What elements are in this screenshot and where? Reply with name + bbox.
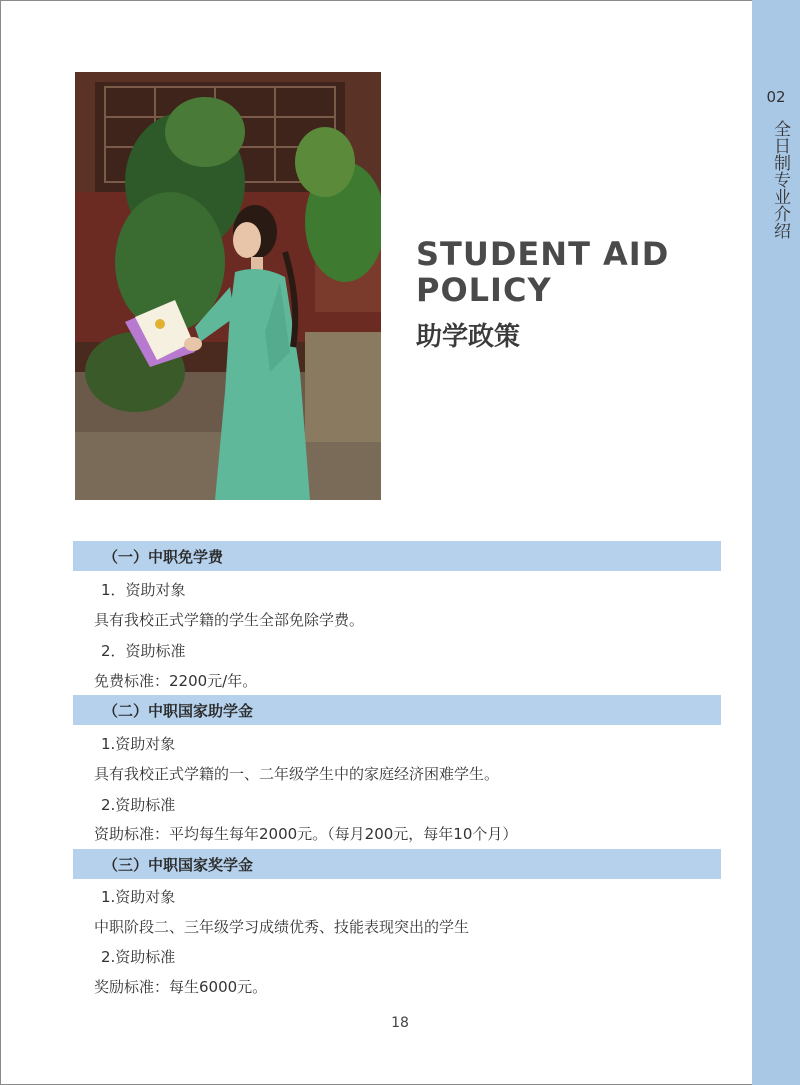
section-item: 2.资助标准 bbox=[101, 948, 176, 966]
chapter-number: 02 bbox=[766, 88, 786, 106]
title-english bbox=[416, 236, 669, 308]
title-chinese: 助学政策 bbox=[416, 322, 521, 352]
section-item: 免费标准：2200元/年。 bbox=[94, 672, 258, 690]
section-item: 具有我校正式学籍的学生全部免除学费。 bbox=[94, 611, 365, 629]
section-item: 1.资助对象 bbox=[101, 888, 176, 906]
section-item: 奖励标准：每生6000元。 bbox=[94, 978, 268, 996]
section-item: 1．资助对象 bbox=[101, 581, 186, 599]
student-reading-photo bbox=[75, 72, 381, 500]
section-item: 2.资助标准 bbox=[101, 796, 176, 814]
section-heading-bar bbox=[73, 695, 721, 725]
section-item: 资助标准：平均每生每年2000元。（每月200元，每年10个月） bbox=[94, 825, 518, 843]
section-item: 中职阶段二、三年级学习成绩优秀、技能表现突出的学生 bbox=[94, 918, 470, 936]
section-heading-bar bbox=[73, 541, 721, 571]
section-item: 1.资助对象 bbox=[101, 735, 176, 753]
chapter-label: 全日制专业介绍 bbox=[770, 120, 790, 239]
title-english-line2: POLICY bbox=[416, 271, 552, 309]
section-item: 2．资助标准 bbox=[101, 642, 186, 660]
section-heading: （一）中职免学费 bbox=[103, 548, 224, 566]
section-heading: （三）中职国家奖学金 bbox=[103, 856, 254, 874]
section-heading-bar bbox=[73, 849, 721, 879]
section-item: 具有我校正式学籍的一、二年级学生中的家庭经济困难学生。 bbox=[94, 765, 500, 783]
title-english-line1: STUDENT AID bbox=[416, 235, 670, 273]
section-heading: （二）中职国家助学金 bbox=[103, 702, 254, 720]
page-number: 18 bbox=[391, 1015, 409, 1031]
